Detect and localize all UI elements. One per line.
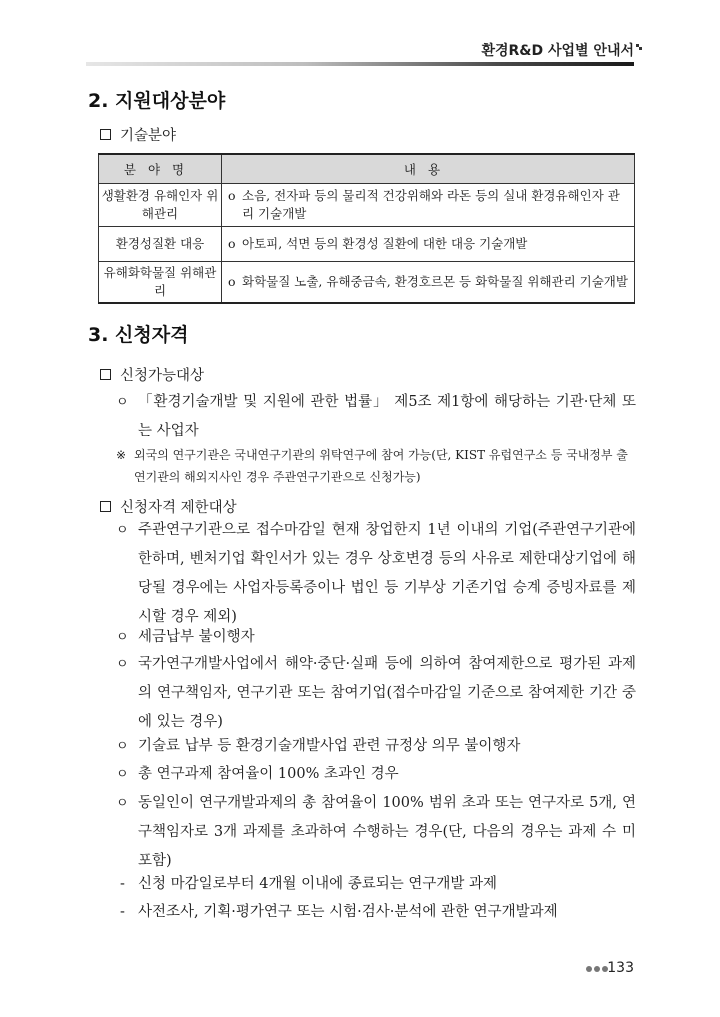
content-text: 아토피, 석면 등의 환경성 질환에 대한 대응 기술개발 — [242, 236, 528, 251]
list-item-text: 「환경기술개발 및 지원에 관한 법률」 제5조 제1항에 해당하는 기관·단체 또는 사업자 — [138, 394, 636, 439]
dash-bullet: - — [120, 876, 125, 892]
table-row — [99, 262, 635, 304]
table-row — [99, 227, 635, 262]
table-row — [99, 184, 635, 227]
list-item — [116, 789, 636, 876]
list-item-text: 총 연구과제 참여율이 100% 초과인 경우 — [138, 766, 399, 782]
subheading-restricted — [100, 496, 237, 517]
list-item — [116, 516, 636, 632]
header-title: 환경R&D 사업별 안내서 — [481, 43, 634, 59]
table-cell-category: 유해화학물질 위해관리 — [99, 262, 222, 304]
bullet-o-icon: o — [228, 274, 236, 289]
support-fields-table — [98, 153, 635, 304]
bullet-o-icon: o — [228, 188, 236, 203]
note-text: 외국의 연구기관은 국내연구기관의 위탁연구에 참여 가능(단, KIST 유럽연구소 등 국내정부 출연기관의 해외지사인 경우 주관연구기관으로 신청가능) — [134, 448, 628, 484]
table-cell-content — [222, 227, 635, 262]
subheading-label: 신청자격 제한대상 — [120, 500, 237, 516]
circle-bullet-icon: ㅇ — [116, 796, 129, 811]
list-item-text: 동일인이 연구개발과제의 총 참여율이 100% 범위 초과 또는 연구자로 5개, 연구책임자로 3개 과제를 초과하여 수행하는 경우(단, 다음의 경우는 과제 수 미포함) — [138, 795, 636, 869]
list-item — [116, 732, 636, 761]
subheading-label: 기술분야 — [120, 128, 177, 144]
page-dots-icon — [586, 966, 608, 972]
subheading-label: 신청가능대상 — [120, 368, 205, 384]
checkbox-square-icon — [100, 129, 111, 140]
corner-mark-icon — [636, 44, 642, 50]
section-title-eligibility: 3. 신청자격 — [88, 324, 189, 346]
list-item-text: 국가연구개발사업에서 해약·중단·실패 등에 의하여 참여제한으로 평가된 과제의 연구책임자, 연구기관 또는 참여기업(접수마감일 기준으로 참여제한 기간 중에 있는 경우) — [138, 656, 636, 730]
section-title-support-fields: 2. 지원대상분야 — [88, 90, 226, 112]
header-rule — [86, 62, 634, 66]
list-item-text: 기술료 납부 등 환경기술개발사업 관련 규정상 의무 불이행자 — [138, 738, 521, 754]
list-item-text: 주관연구기관으로 접수마감일 현재 창업한지 1년 이내의 기업(주관연구기관에 한하며, 벤처기업 확인서가 있는 경우 상호변경 등의 사유로 제한대상기업에 해당될 경우에는 사업자등록증이나 법인 등 기부상 기존기업 승계 증빙자료를 제시할 경우 제외) — [138, 522, 636, 625]
sub-list-item — [120, 898, 636, 927]
sub-list-item — [120, 870, 636, 899]
reference-mark-icon: ※ — [116, 448, 127, 462]
circle-bullet-icon: ㅇ — [116, 739, 129, 754]
list-item — [116, 388, 636, 446]
table-cell-content — [222, 184, 635, 227]
circle-bullet-icon: ㅇ — [116, 657, 129, 672]
list-item — [116, 623, 636, 652]
content-text: 소음, 전자파 등의 물리적 건강위해와 라돈 등의 실내 환경유해인자 관리 기술개발 — [242, 188, 620, 221]
table-cell-category: 환경성질환 대응 — [99, 227, 222, 262]
page-number: 133 — [607, 960, 634, 976]
circle-bullet-icon: ㅇ — [116, 395, 129, 410]
sub-list-item-text: 사전조사, 기획·평가연구 또는 시험·검사·분석에 관한 연구개발과제 — [138, 904, 558, 920]
circle-bullet-icon: ㅇ — [116, 630, 129, 645]
column-header-content: 내용 — [222, 154, 635, 184]
column-header-field-name: 분야명 — [99, 154, 222, 184]
list-item — [116, 760, 636, 789]
list-item — [116, 650, 636, 737]
list-item-text: 세금납부 불이행자 — [138, 629, 255, 645]
content-text: 화학물질 노출, 유해중금속, 환경호르몬 등 화학물질 위해관리 기술개발 — [242, 274, 628, 289]
subheading-eligible — [100, 364, 204, 385]
checkbox-square-icon — [100, 369, 111, 380]
sub-list-item-text: 신청 마감일로부터 4개월 이내에 종료되는 연구개발 과제 — [138, 876, 498, 892]
dash-bullet: - — [120, 904, 125, 920]
table-cell-category: 생활환경 유해인자 위해관리 — [99, 184, 222, 227]
table-cell-content — [222, 262, 635, 304]
table-header-row — [99, 154, 635, 184]
circle-bullet-icon: ㅇ — [116, 767, 129, 782]
circle-bullet-icon: ㅇ — [116, 523, 129, 538]
note — [116, 444, 636, 488]
subheading-tech-fields — [100, 124, 176, 145]
checkbox-square-icon — [100, 501, 111, 512]
bullet-o-icon: o — [228, 236, 236, 251]
